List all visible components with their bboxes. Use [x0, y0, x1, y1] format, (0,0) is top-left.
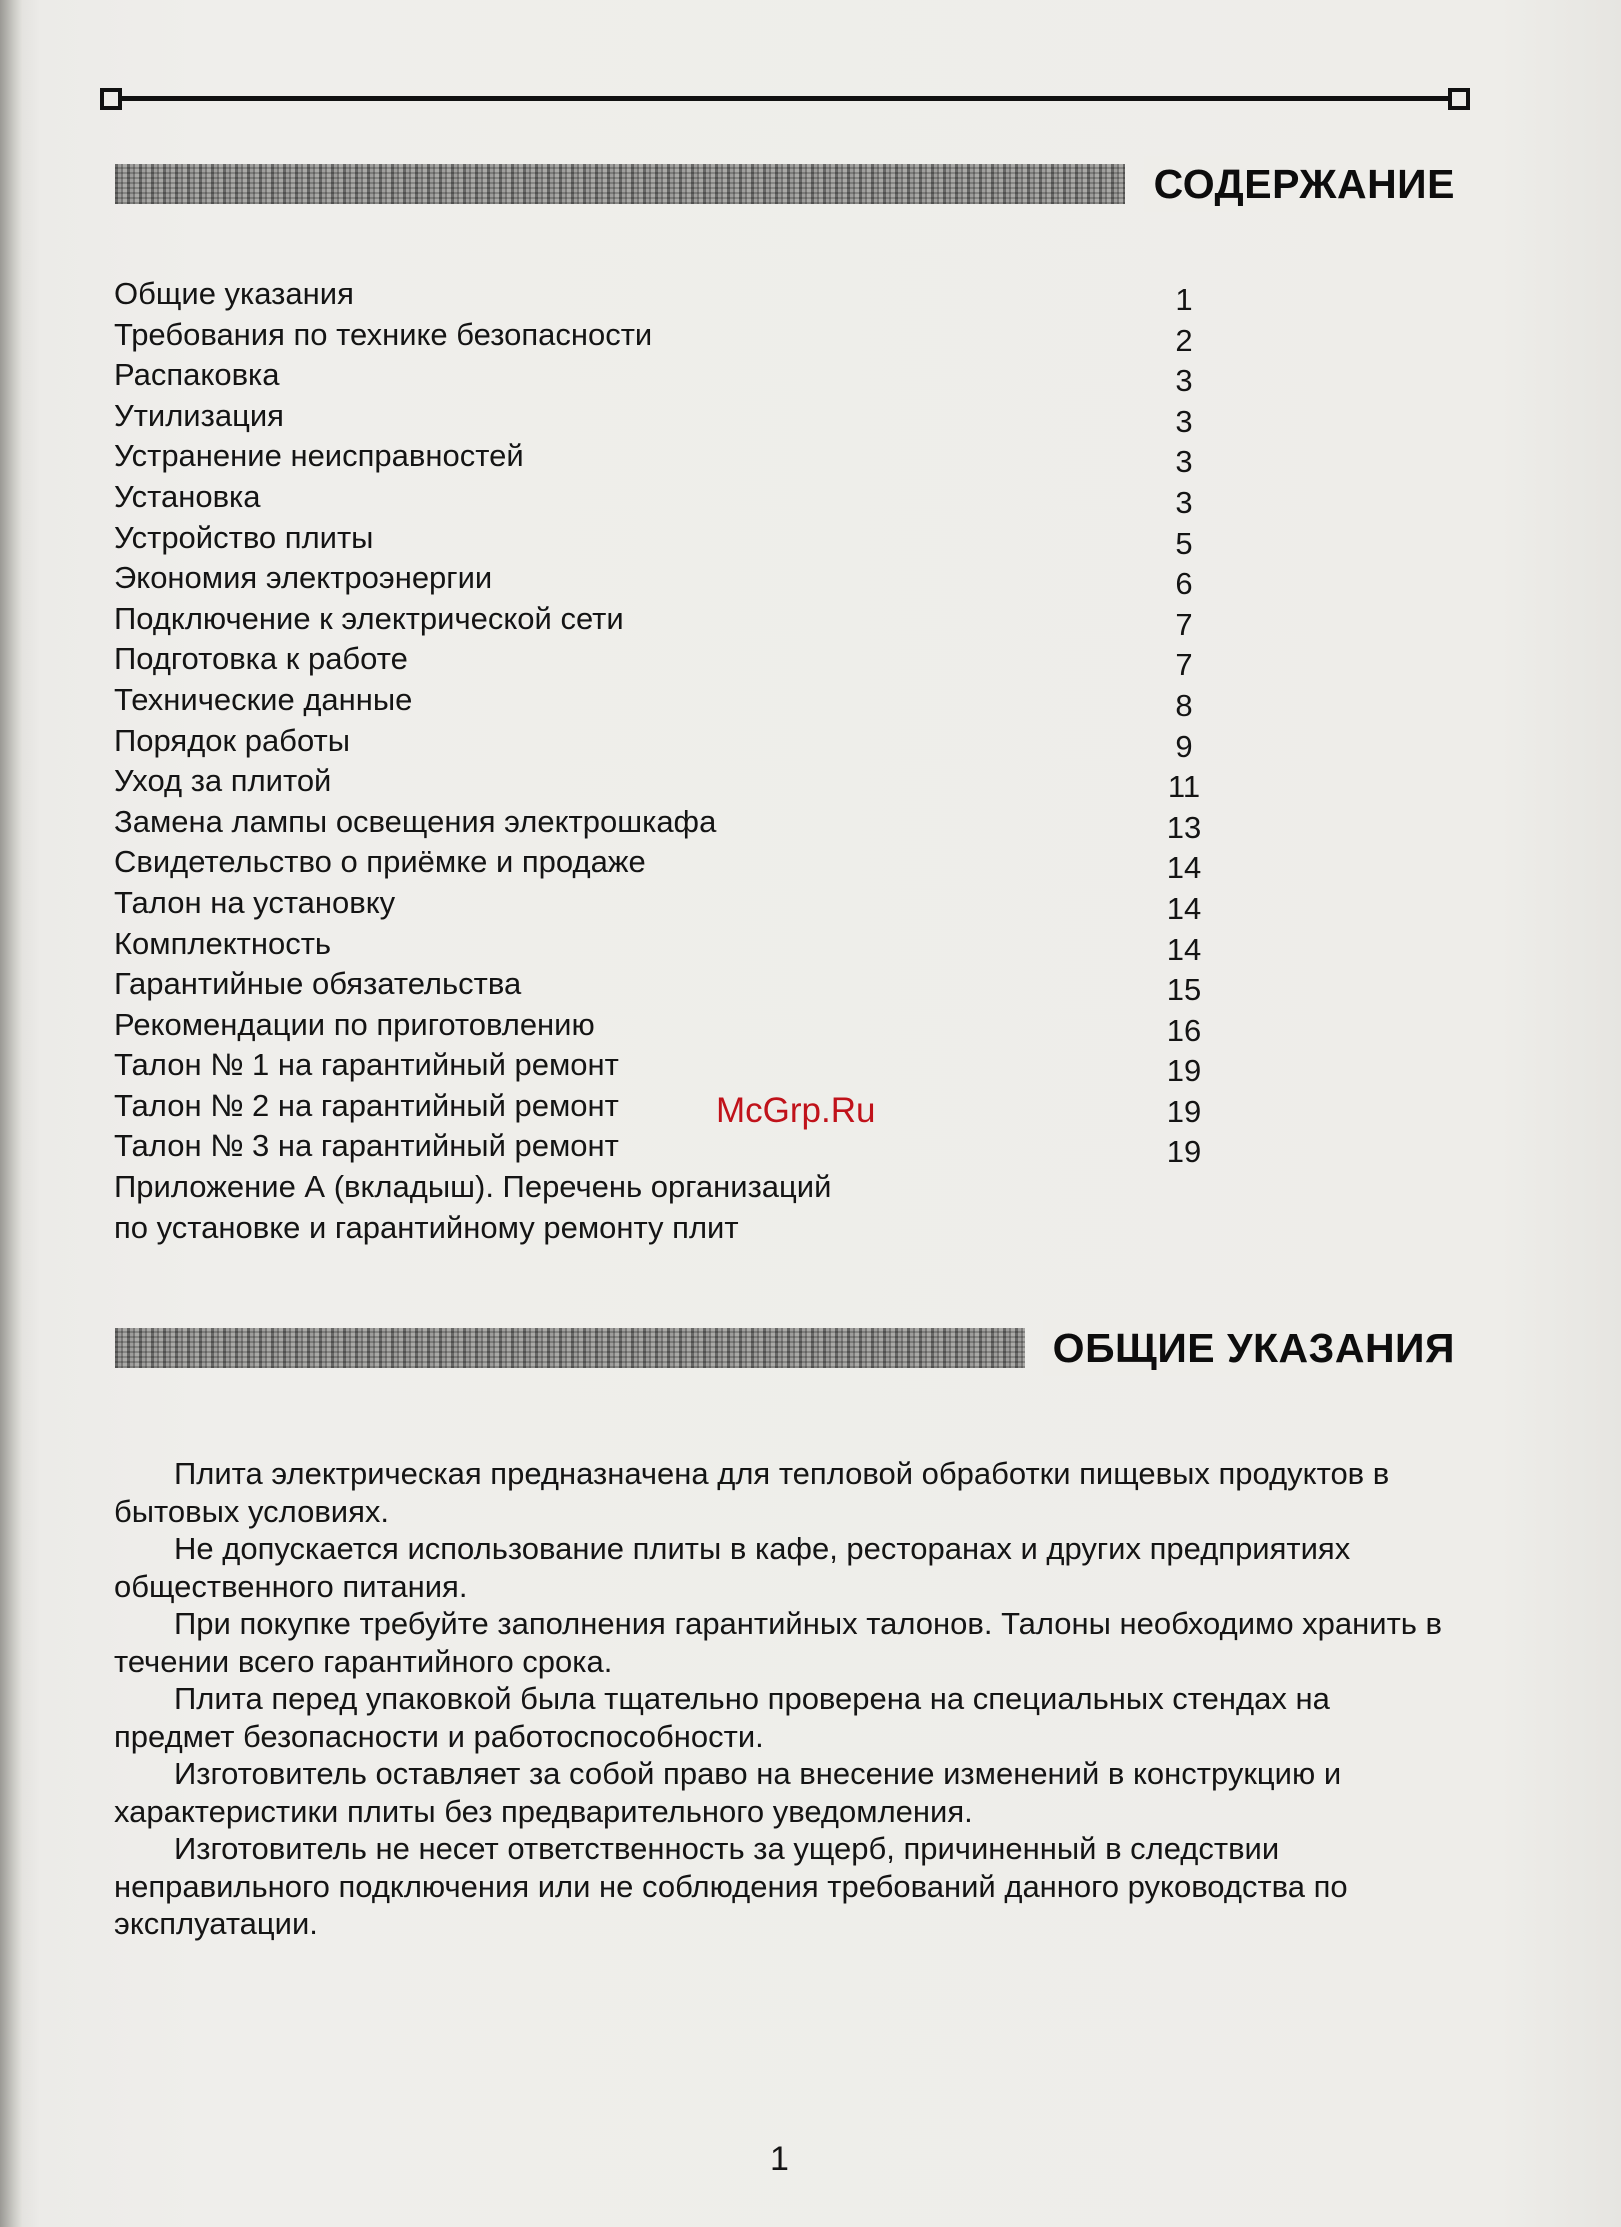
- toc-item[interactable]: [114, 721, 1204, 762]
- toc-item[interactable]: [114, 558, 1204, 602]
- toc-appendix-line: по установке и гарантийному ремонту плит: [114, 1209, 739, 1245]
- toc-item-title: Подключение к электрической сети: [114, 600, 624, 636]
- toc-item-title: Технические данные: [114, 681, 413, 717]
- toc-item-page: 19: [1166, 1134, 1202, 1170]
- toc-item-page: 14: [1166, 931, 1202, 967]
- toc-item-title: Комплектность: [114, 925, 332, 961]
- toc-item-page: 7: [1175, 647, 1193, 683]
- toc-item[interactable]: [114, 802, 1204, 843]
- toc-item-page: 8: [1175, 687, 1193, 723]
- toc-item[interactable]: [114, 599, 1204, 640]
- toc-header: [115, 156, 1455, 212]
- toc-item[interactable]: [114, 883, 1204, 924]
- toc-item-page: 19: [1166, 1093, 1202, 1129]
- toc-item-page: 15: [1166, 972, 1202, 1008]
- toc-item-title: Экономия электроэнергии: [114, 560, 493, 596]
- toc-item-title: Талон № 2 на гарантийный ремонт: [114, 1087, 619, 1123]
- toc-item-title: Замена лампы освещения электрошкафа: [114, 803, 717, 839]
- toc-item-page: 16: [1166, 1012, 1202, 1048]
- toc-item-title: Общие указания: [114, 276, 354, 311]
- toc-item-page: 2: [1175, 322, 1193, 358]
- toc-item-title: Утилизация: [114, 397, 284, 433]
- toc-item-title: Требования по технике безопасности: [114, 316, 653, 352]
- toc-header-pattern: [115, 164, 1125, 204]
- toc-appendix[interactable]: [114, 1167, 1204, 1248]
- toc-item-page: 5: [1175, 525, 1193, 561]
- toc-item-page: 14: [1166, 890, 1202, 926]
- toc-item[interactable]: [114, 1005, 1204, 1046]
- toc-item-page: 3: [1175, 444, 1193, 480]
- toc-item-page: 3: [1175, 363, 1193, 399]
- paragraph: Изготовитель оставляет за собой право на внесение изменений в конструкцию и характеристики плиты без предварительного уведомления.: [114, 1756, 1342, 1829]
- toc-item[interactable]: [114, 842, 1204, 886]
- toc-item-title: Рекомендации по приготовлению: [114, 1006, 595, 1042]
- toc-item-page: 3: [1175, 484, 1193, 520]
- toc-item-page: 7: [1175, 606, 1193, 642]
- toc-item-title: Подготовка к работе: [114, 641, 408, 677]
- rule-line: [118, 96, 1452, 101]
- toc-item-title: Талон № 3 на гарантийный ремонт: [114, 1128, 619, 1164]
- toc-item-page: 11: [1167, 769, 1201, 805]
- toc-item-title: Уход за плитой: [114, 763, 332, 799]
- toc-appendix-line: Приложение А (вкладыш). Перечень организаций: [114, 1169, 832, 1205]
- toc-item[interactable]: [114, 274, 1204, 315]
- page-spine-shadow: [0, 0, 22, 2227]
- toc-item-title: Распаковка: [114, 357, 280, 393]
- toc-item-title: Гарантийные обязательства: [114, 966, 522, 1002]
- toc-item[interactable]: [114, 924, 1204, 965]
- toc-title: СОДЕРЖАНИЕ: [1144, 156, 1455, 212]
- toc-item[interactable]: [114, 315, 1204, 356]
- toc-item-page: 3: [1175, 403, 1193, 439]
- rule-cap-right: [1448, 88, 1470, 110]
- toc-item-title: Порядок работы: [114, 722, 350, 758]
- toc-item-page: 9: [1175, 728, 1193, 764]
- toc-item-page: 13: [1166, 809, 1202, 845]
- watermark: McGrp.Ru: [716, 1091, 876, 1130]
- toc-item[interactable]: [114, 964, 1204, 1008]
- general-header-pattern: [115, 1328, 1025, 1368]
- table-of-contents: [114, 274, 1204, 1248]
- toc-item-page: 19: [1166, 1053, 1202, 1089]
- toc-item[interactable]: [114, 1086, 1204, 1127]
- toc-item[interactable]: [114, 1126, 1204, 1170]
- toc-item[interactable]: [114, 761, 1204, 805]
- toc-item-title: Установка: [114, 478, 261, 514]
- paragraph: Плита перед упаковкой была тщательно проверена на специальных стендах на предмет безопасности и работоспособности.: [114, 1681, 1330, 1754]
- toc-item[interactable]: [114, 436, 1204, 480]
- general-text: [114, 1455, 1454, 1943]
- toc-item-page: 6: [1175, 566, 1193, 602]
- toc-item-page: 1: [1175, 282, 1193, 317]
- top-rule: [100, 88, 1470, 110]
- toc-item[interactable]: [114, 639, 1204, 683]
- toc-item-title: Талон на установку: [114, 884, 396, 920]
- toc-item-title: Устройство плиты: [114, 519, 374, 555]
- page-number: 1: [770, 2140, 789, 2178]
- paragraph: Плита электрическая предназначена для тепловой обработки пищевых продуктов в бытовых условиях.: [114, 1456, 1390, 1529]
- toc-item-title: Свидетельство о приёмке и продаже: [114, 844, 646, 880]
- paragraph: Изготовитель не несет ответственность за ущерб, причиненный в следствии неправильного подключения или не соблюдения требований данного руководства по эксплуатации.: [114, 1831, 1348, 1941]
- general-title: ОБЩИЕ УКАЗАНИЯ: [1043, 1320, 1455, 1376]
- paragraph: Не допускается использование плиты в кафе, ресторанах и других предприятиях общественного питания.: [114, 1531, 1351, 1604]
- general-header: [115, 1320, 1455, 1376]
- toc-item[interactable]: [114, 396, 1204, 437]
- toc-item-title: Устранение неисправностей: [114, 438, 524, 474]
- toc-item-page: 14: [1166, 850, 1202, 886]
- toc-item[interactable]: [114, 680, 1204, 721]
- toc-item[interactable]: [114, 1045, 1204, 1089]
- toc-item[interactable]: [114, 518, 1204, 559]
- paragraph: При покупке требуйте заполнения гарантийных талонов. Талоны необходимо хранить в течении всего гарантийного срока.: [114, 1606, 1443, 1679]
- toc-item[interactable]: [114, 355, 1204, 399]
- toc-item-title: Талон № 1 на гарантийный ремонт: [114, 1047, 619, 1083]
- toc-item[interactable]: [114, 477, 1204, 518]
